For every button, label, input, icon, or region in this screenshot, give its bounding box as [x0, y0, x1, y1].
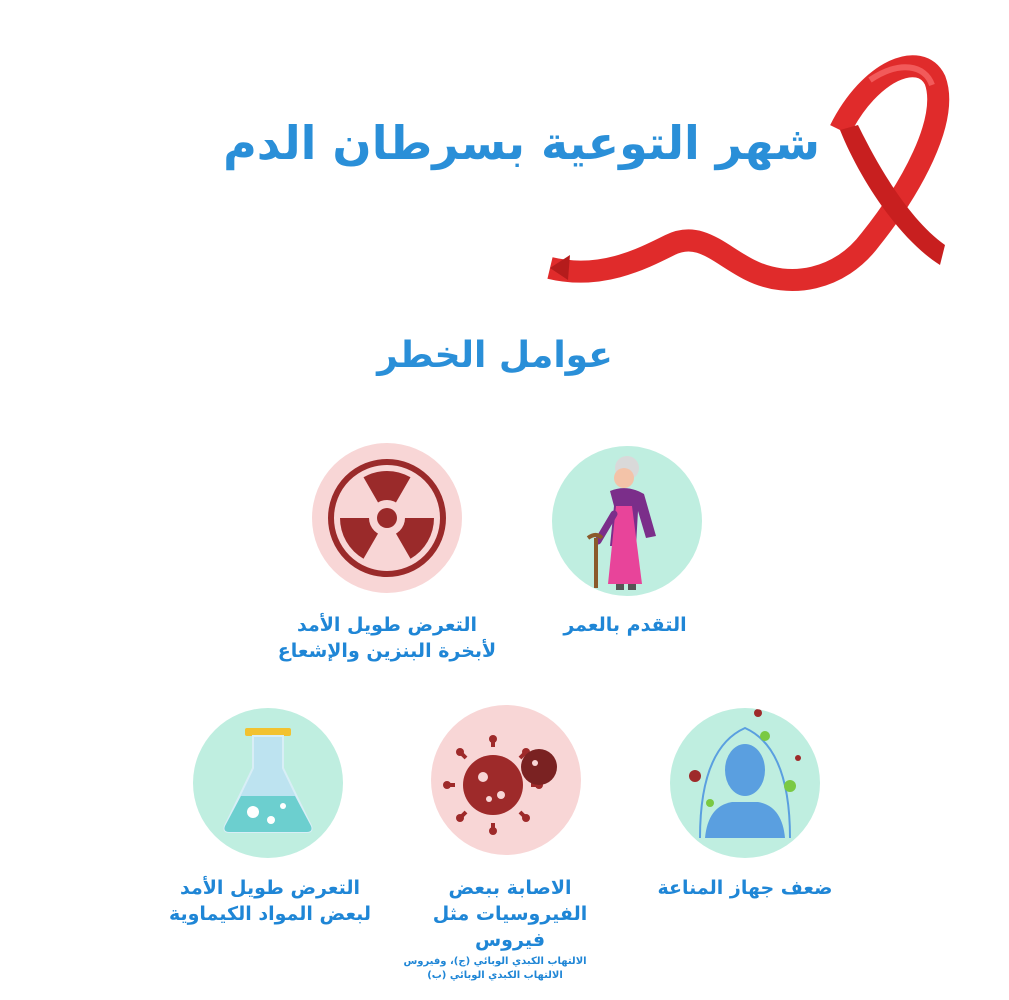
awareness-ribbon-icon — [540, 40, 970, 310]
virus-icon — [431, 705, 581, 855]
factor-label-line: لأبخرة البنزين والإشعاع — [277, 640, 497, 662]
elderly-woman-icon — [552, 446, 702, 596]
factor-label-benzene-radiation — [262, 612, 512, 664]
factor-label-line: لبعض المواد الكيماوية — [168, 903, 372, 925]
factor-label-immunity: ضعف جهاز المناعة — [657, 877, 833, 899]
factor-label-viruses — [410, 875, 610, 953]
chemical-flask-icon — [193, 708, 343, 858]
factor-label-line: التعرض طويل الأمد — [296, 614, 478, 636]
factor-label-age: التقدم بالعمر — [563, 614, 687, 636]
radiation-icon — [312, 443, 462, 593]
section-title: عوامل الخطر — [377, 335, 613, 376]
note-line: الالتهاب الكبدي الوبائي (ب) — [427, 970, 563, 981]
note-line: الالتهاب الكبدي الوبائي (ج)، وفيروس — [403, 956, 587, 967]
factor-note-hepatitis — [370, 955, 620, 983]
weak-immunity-person-icon — [670, 708, 820, 858]
page-title: شهر التوعية بسرطان الدم — [223, 116, 820, 170]
factor-label-line: الفيروسيات مثل — [432, 903, 588, 925]
factor-label-line: التعرض طويل الأمد — [179, 877, 361, 899]
factor-label-line: الاصابة ببعض — [448, 877, 572, 899]
factor-label-chemicals — [150, 875, 390, 927]
factor-label-line: فيروس — [474, 929, 546, 951]
